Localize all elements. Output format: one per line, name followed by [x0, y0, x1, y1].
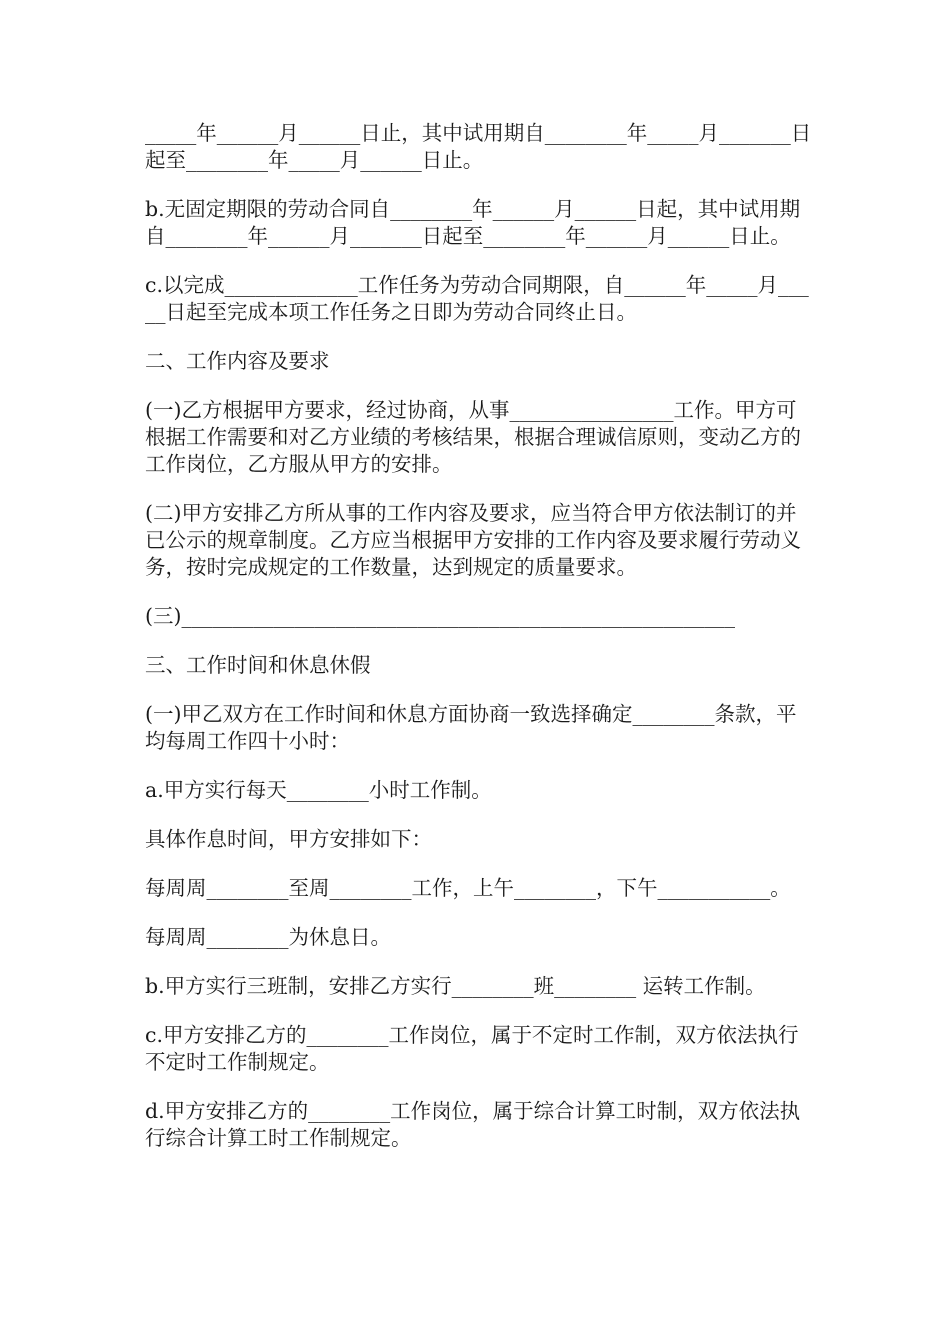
- paragraph-contract-term-fixed: _____年______月______日止，其中试用期自________年_____月_______日起至________年_____月______日止。: [145, 121, 812, 172]
- paragraph-work-content-2: (二)甲方安排乙方所从事的工作内容及要求，应当符合甲方依法制订的并已公示的规章制度。乙方应当根据甲方安排的工作内容及要求履行劳动义务，按时完成规定的工作数量，达到规定的质量要求。: [145, 501, 801, 579]
- paragraph-work-content-1: (一)乙方根据甲方要求，经过协商，从事________________工作。甲方可根据工作需要和对乙方业绩的考核结果，根据合理诚信原则，变动乙方的工作岗位，乙方服从甲方的安排。: [145, 398, 801, 476]
- paragraph-work-content-3: (三)______________________________________________________: [145, 604, 735, 628]
- paragraph-option-d: d.甲方安排乙方的________工作岗位，属于综合计算工时制，双方依法执行综合计算工时工作制规定。: [145, 1099, 801, 1150]
- paragraph-contract-term-open: b.无固定期限的劳动合同自________年______月______日起，其中试用期自________年______月_______日起至________年______月______日止。: [145, 197, 801, 248]
- paragraph-contract-term-task: c.以完成_____________工作任务为劳动合同期限，自______年_____月_____日起至完成本项工作任务之日即为劳动合同终止日。: [145, 273, 809, 324]
- paragraph-schedule-weekdays: 每周周________至周________工作，上午________，下午___________。: [145, 876, 791, 900]
- paragraph-rest-day: 每周周________为休息日。: [145, 925, 391, 949]
- section-heading-work-hours: 三、工作时间和休息休假: [145, 653, 371, 677]
- paragraph-schedule-intro: 具体作息时间，甲方安排如下：: [145, 827, 432, 851]
- document-body: [145, 120, 815, 1174]
- paragraph-option-b: b.甲方实行三班制，安排乙方实行________班________ 运转工作制。: [145, 974, 766, 998]
- section-heading-work-content: 二、工作内容及要求: [145, 349, 330, 373]
- paragraph-option-a: a.甲方实行每天________小时工作制。: [145, 778, 492, 802]
- paragraph-option-c: c.甲方安排乙方的________工作岗位，属于不定时工作制，双方依法执行不定时工作制规定。: [145, 1023, 799, 1074]
- paragraph-work-hours-1: (一)甲乙双方在工作时间和休息方面协商一致选择确定________条款，平均每周工作四十小时：: [145, 702, 797, 753]
